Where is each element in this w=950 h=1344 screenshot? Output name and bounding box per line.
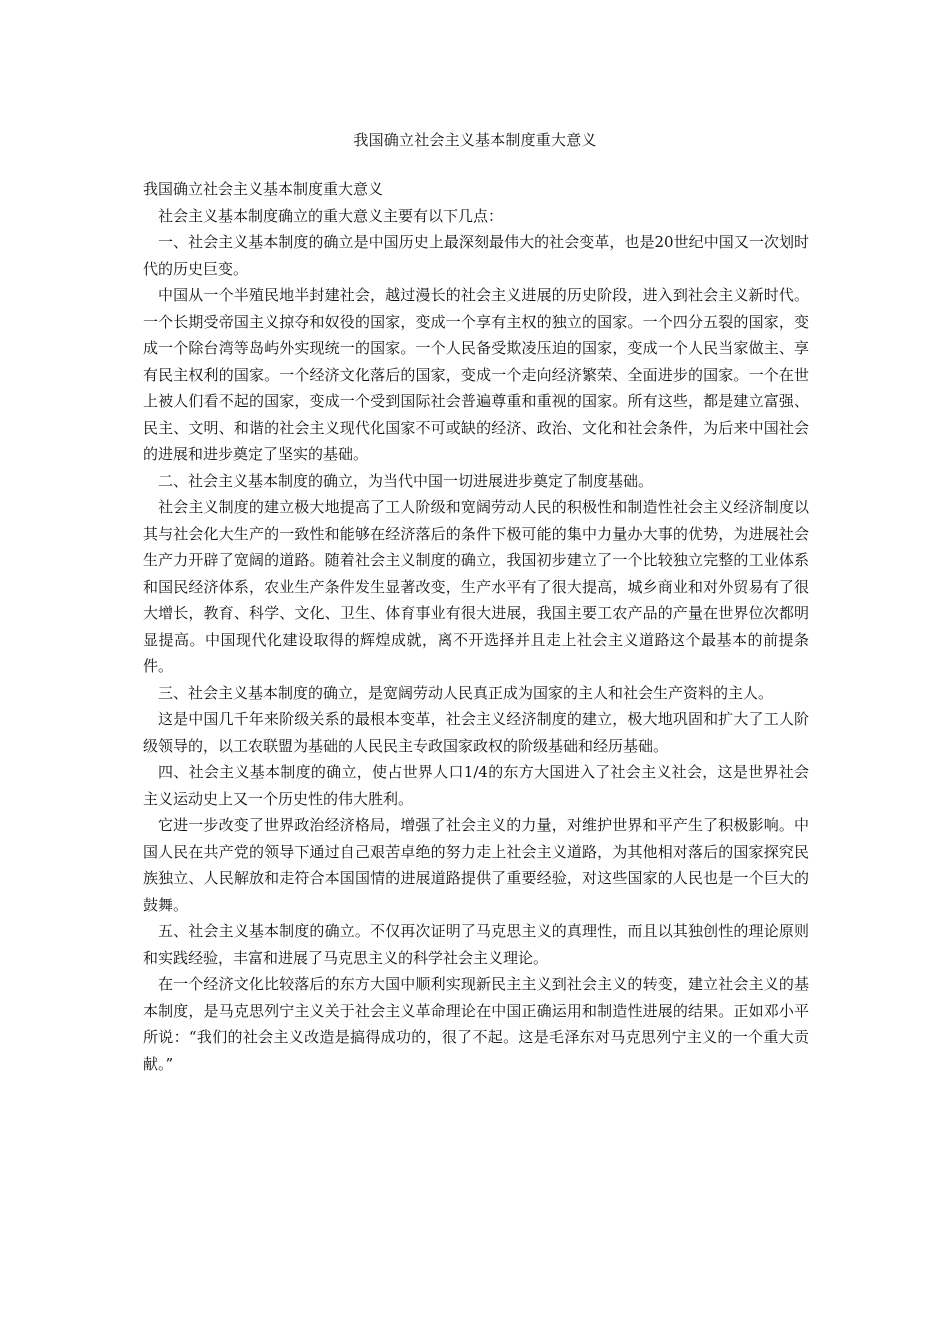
paragraph-intro: 社会主义基本制度确立的重大意义主要有以下几点：: [158, 206, 504, 225]
paragraph-point-4: 四、社会主义基本制度的确立，使占世界人口1/4的东方大国进入了社会主义社会，这是世界社会主义运动史上又一个历史性的伟大胜利。: [143, 763, 809, 808]
paragraph-point-1-detail: 中国从一个半殖民地半封建社会，越过漫长的社会主义进展的历史阶段，进入到社会主义新时代。一个长期受帝国主义掠夺和奴役的国家，变成一个享有主权的独立的国家。一个四分五裂的国家，变成一个除台湾等岛屿外实现统一的国家。一个人民备受欺凌压迫的国家，变成一个人民当家做主、享有民主权利的国家。一个经济文化落后的国家，变成一个走向经济繁荣、全面进步的国家。一个在世上被人们看不起的国家，变成一个受到国际社会普遍尊重和重视的国家。所有这些，都是建立富强、民主、文明、和谐的社会主义现代化国家不可或缺的经济、政治、文化和社会条件，为后来中国社会的进展和进步奠定了坚实的基础。: [143, 286, 809, 463]
paragraph-point-2-detail: 社会主义制度的建立极大地提高了工人阶级和宽阔劳动人民的积极性和制造性社会主义经济制度以其与社会化大生产的一致性和能够在经济落后的条件下极可能的集中力量办大事的优势，为进展社会生产力开辟了宽阔的道路。随着社会主义制度的确立，我国初步建立了一个比较独立完整的工业体系和国民经济体系，农业生产条件发生显著改变，生产水平有了很大提高，城乡商业和对外贸易有了很大增长，教育、科学、文化、卫生、体育事业有很大进展，我国主要工农产品的产量在世界位次都明显提高。中国现代化建设取得的辉煌成就，离不开选择并且走上社会主义道路这个最基本的前提条件。: [143, 498, 809, 675]
paragraph-point-5-detail: 在一个经济文化比较落后的东方大国中顺利实现新民主主义到社会主义的转变，建立社会主义的基本制度，是马克思列宁主义关于社会主义革命理论在中国正确运用和制造性进展的结果。正如邓小平所说：“我们的社会主义改造是搞得成功的，很了不起。这是毛泽东对马克思列宁主义的一个重大贡献。”: [143, 975, 809, 1073]
paragraph-point-2: 二、社会主义基本制度的确立，为当代中国一切进展进步奠定了制度基础。: [158, 471, 654, 490]
document-title: 我国确立社会主义基本制度重大意义: [353, 131, 597, 149]
document-body: [143, 176, 809, 1077]
document-subtitle: 我国确立社会主义基本制度重大意义: [143, 180, 384, 198]
paragraph-point-3: 三、社会主义基本制度的确立，是宽阔劳动人民真正成为国家的主人和社会生产资料的主人。: [158, 683, 774, 702]
paragraph-point-3-detail: 这是中国几千年来阶级关系的最根本变革，社会主义经济制度的建立，极大地巩固和扩大了工人阶级领导的，以工农联盟为基础的人民民主专政国家政权的阶级基础和经历基础。: [143, 710, 809, 755]
paragraph-point-1: 一、社会主义基本制度的确立是中国历史上最深刻最伟大的社会变革，也是20世纪中国又一次划时代的历史巨变。: [143, 233, 809, 278]
paragraph-point-5: 五、社会主义基本制度的确立。不仅再次证明了马克思主义的真理性，而且以其独创性的理论原则和实践经验，丰富和进展了马克思主义的科学社会主义理论。: [143, 922, 809, 967]
paragraph-point-4-detail: 它进一步改变了世界政治经济格局，增强了社会主义的力量，对维护世界和平产生了积极影响。中国人民在共产党的领导下通过自己艰苦卓绝的努力走上社会主义道路，为其他相对落后的国家探究民族独立、人民解放和走符合本国国情的进展道路提供了重要经验，对这些国家的人民也是一个巨大的鼓舞。: [143, 816, 809, 914]
